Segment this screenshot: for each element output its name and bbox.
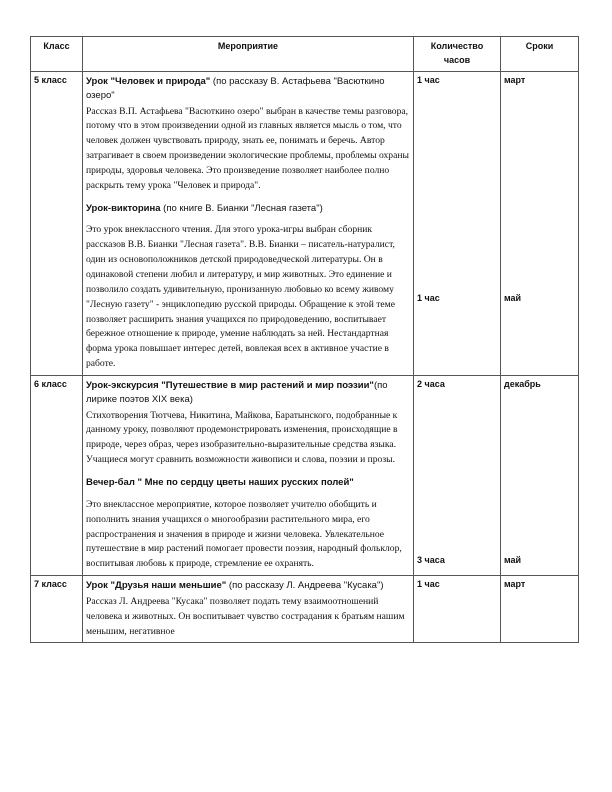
- event-subtitle-bold: Урок-викторина: [86, 202, 161, 214]
- table-row: [31, 72, 579, 376]
- event-title-rest: (по лирике поэтов XIX века): [86, 380, 388, 405]
- event-description: Рассказ В.П. Астафьева "Васюткино озеро" выбран в качестве темы разговора, потому что в этом произведении одной из главных является мысль о том, что человек должен чувствовать природу, знать ее, понимать и беречь. Автор затрагивает в своем произведении экологические проблемы, проблемы охраны природы, здоровья человека. Это произведение позволяет наиболее полно раскрыть тему урока "Человек и природа".: [86, 105, 409, 191]
- hours-cell: [414, 576, 501, 643]
- header-term: Сроки: [501, 37, 579, 72]
- event-title: [86, 379, 410, 407]
- events-table: [30, 36, 579, 643]
- event-description: Стихотворения Тютчева, Никитина, Майкова, Баратынского, подобранные к данному уроку, позволяют продемонстрировать изменения, происходящие в природе, через образ, через изобразительно-выразительные средства языка. Учащиеся могут сравнить возможности живописи и слова, поэзии и прозы.: [86, 409, 398, 466]
- hours-value-2: 1 час: [417, 293, 440, 303]
- table-row: [31, 576, 579, 643]
- hours-spacer: [417, 85, 497, 293]
- term-value-2: май: [504, 555, 522, 566]
- class-cell: 6 класс: [31, 376, 83, 576]
- term-value-1: март: [504, 75, 526, 85]
- event-description-2: Это внеклассное мероприятие, которое позволяет учителю обобщить и пополнить знания учащихся о многообразии растительного мира, его распространения и значения в природе и жизни человека. Увлекательное путешествие в мир растений помогает провести поэзия, народный фольклор, воспитывая любовь к природе, стремление ее охранять.: [86, 498, 402, 570]
- event-subtitle: [86, 202, 410, 216]
- class-cell: 5 класс: [31, 72, 83, 376]
- hours-cell: [414, 376, 501, 576]
- event-title: [86, 579, 410, 593]
- class-cell: 7 класс: [31, 576, 83, 643]
- term-cell: [501, 72, 579, 376]
- event-title-bold: Урок-экскурсия "Путешествие в мир растений и мир поэзии": [86, 380, 374, 392]
- event-cell: [83, 376, 414, 576]
- event-cell: [83, 72, 414, 376]
- header-hours-line2: часов: [443, 54, 471, 65]
- event-subtitle-bold: Вечер-бал " Мне по сердцу цветы наших русских полей": [86, 477, 354, 489]
- table-header-row: [31, 37, 579, 72]
- event-description: Рассказ Л. Андреева "Кусака" позволяет подать тему взаимоотношений человека и животных. Он воспитывает чувство сострадания к братьям нашим меньшим, негативное: [86, 595, 405, 637]
- event-title-rest: (по рассказу Л. Андреева "Кусака"): [226, 580, 384, 592]
- table-row: [31, 376, 579, 576]
- event-title-bold: Урок "Друзья наши меньшие": [86, 580, 227, 592]
- event-cell: [83, 576, 414, 643]
- header-hours: [414, 37, 501, 72]
- event-title-bold: Урок "Человек и природа": [86, 76, 211, 87]
- hours-value-1: 2 часа: [417, 379, 445, 390]
- hours-cell: [414, 72, 501, 376]
- hours-value-1: 1 час: [417, 579, 440, 590]
- header-event: Мероприятие: [83, 37, 414, 72]
- hours-spacer: [417, 389, 497, 555]
- header-hours-line1: Количество: [430, 41, 484, 51]
- event-subtitle-rest: (по книге В. Бианки "Лесная газета"): [160, 202, 323, 214]
- term-value-2: май: [504, 293, 522, 303]
- term-value-1: декабрь: [504, 379, 541, 390]
- hours-value-2: 3 часа: [417, 555, 445, 566]
- event-title: [86, 75, 410, 103]
- event-description-2: Это урок внеклассного чтения. Для этого урока-игры выбран сборник рассказов В.В. Бианки "Лесная газета". В.В. Бианки – писатель-натуралист, один из основоположников детской природоведческой литературы. Он в одинаковой степени любил и литературу, и мир животных. Это единение и позволило создать удивительную, пронизанную любовью ко всему живому "Лесную газету" - энциклопедию русской природы. Обращение к этой теме позволяет расширить знания учащихся по природоведению, воспитывает бережное отношение к природе, умение наблюдать за ней. Нестандартная форма урока повышает интерес детей, вовлекая всех в активное участие в работе.: [86, 224, 396, 370]
- event-subtitle: [86, 476, 410, 490]
- event-title-rest: (по рассказу В. Астафьева "Васюткино озеро": [86, 76, 385, 101]
- term-cell: [501, 576, 579, 643]
- hours-value-1: 1 час: [417, 75, 440, 85]
- term-spacer: [504, 85, 575, 293]
- header-class: Класс: [31, 37, 83, 72]
- term-spacer: [504, 389, 575, 555]
- term-value-1: март: [504, 579, 526, 590]
- term-cell: [501, 376, 579, 576]
